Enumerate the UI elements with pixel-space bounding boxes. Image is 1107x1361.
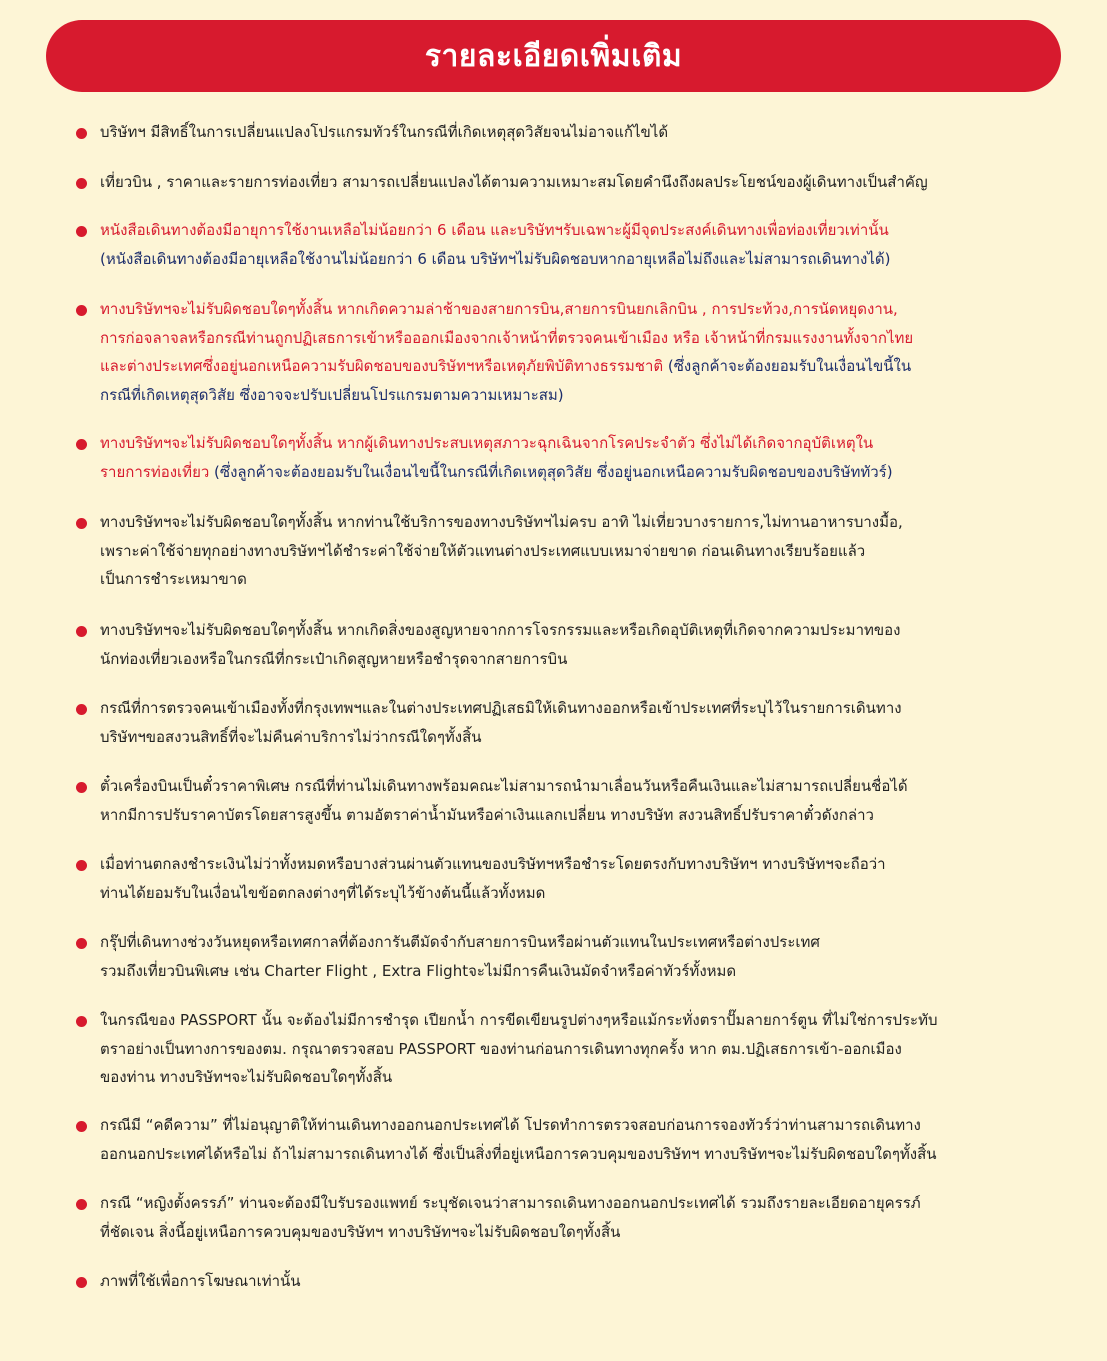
bullet-dot-icon: [76, 226, 87, 237]
text-segment: หนังสือเดินทางต้องมีอายุการใช้งานเหลือไม่น้อยกว่า 6 เดือน และบริษัทฯรับเฉพาะผู้มีจุดประสงค์เดินทางเพื่อท่องเที่ยวเท่านั้น: [100, 221, 889, 239]
text-line: [100, 565, 1100, 594]
bullet-dot-icon: [76, 178, 87, 189]
text-line: [100, 216, 1100, 245]
list-item-text: [100, 928, 1100, 985]
text-segment: (ซึ่งลูกค้าจะต้องยอมรับในเงื่อนไขนี้ใน: [667, 357, 912, 375]
text-segment: ทางบริษัทฯจะไม่รับผิดชอบใดๆทั้งสิ้น หากผู้เดินทางประสบเหตุสภาวะฉุกเฉินจากโรคประจำตัว ซึ่งไม่ได้เกิดจากอุบัติเหตุใน: [100, 434, 874, 452]
text-segment: หากมีการปรับราคาบัตรโดยสารสูงขึ้น ตามอัตราค่าน้ำมันหรือค่าเงินแลกเปลี่ยน ทางบริษัท สงวนสิทธิ์ปรับราคาตั๋วดังกล่าว: [100, 805, 874, 824]
text-segment: ตราอย่างเป็นทางการของตม. กรุณาตรวจสอบ PASSPORT ของท่านก่อนการเดินทางทุกครั้ง หาก ตม.ปฏิเสธการเข้า-ออกเมือง: [100, 1039, 902, 1058]
text-line: [100, 429, 1100, 458]
header-banner: [46, 20, 1061, 92]
text-segment: ตั๋วเครื่องบินเป็นตั๋วราคาพิเศษ กรณีที่ท่านไม่เดินทางพร้อมคณะไม่สามารถนำมาเลื่อนวันหรือคืนเงินและไม่สามารถเปลี่ยนชื่อได้: [100, 777, 908, 795]
text-line: [100, 1218, 1100, 1247]
list-item-text: [100, 1267, 1100, 1296]
bullet-dot-icon: [76, 518, 87, 529]
text-line: [100, 1035, 1100, 1064]
text-line: [100, 1267, 1100, 1296]
text-line: [100, 537, 1100, 566]
text-segment: กรุ๊ปที่เดินทางช่วงวันหยุดหรือเทศกาลที่ต้องการันตีมัดจำกับสายการบินหรือผ่านตัวแทนในประเทศหรือต่างประเทศ: [100, 933, 820, 951]
text-segment: กรณีมี “คดีความ” ที่ไม่อนุญาติให้ท่านเดินทางออกนอกประเทศได้ โปรดทำการตรวจสอบก่อนการจองทัวร์ว่าท่านสามารถเดินทาง: [100, 1116, 921, 1134]
text-line: [100, 508, 1100, 537]
text-line: [100, 645, 1100, 674]
bullet-dot-icon: [76, 1016, 87, 1027]
text-segment: ออกนอกประเทศได้หรือไม่ ถ้าไม่สามารถเดินทางได้ ซึ่งเป็นสิ่งที่อยู่เหนือการควบคุมของบริษัทฯ ทางบริษัทฯจะไม่รับผิดชอบใดๆทั้งสิ้น: [100, 1144, 937, 1163]
text-segment: ทางบริษัทฯจะไม่รับผิดชอบใดๆทั้งสิ้น หากเกิดสิ่งของสูญหายจากการโจรกรรมและหรือเกิดอุบัติเหตุที่เกิดจากความประมาทของ: [100, 621, 901, 639]
text-line: [100, 957, 1100, 986]
page-title: รายละเอียดเพิ่มเติม: [424, 38, 683, 74]
text-line: [100, 245, 1100, 274]
list-item-text: [100, 850, 1100, 907]
text-segment: ทางบริษัทฯจะไม่รับผิดชอบใดๆทั้งสิ้น หากเกิดความล่าช้าของสายการบิน,สายการบินยกเลิกบิน , การประท้วง,การนัดหยุดงาน,: [100, 300, 898, 318]
text-segment: รายการท่องเที่ยว: [100, 462, 215, 481]
text-segment: ของท่าน ทางบริษัทฯจะไม่รับผิดชอบใดๆทั้งสิ้น: [100, 1068, 393, 1086]
text-line: [100, 352, 1100, 381]
text-segment: กรณี “หญิงตั้งครรภ์” ท่านจะต้องมีใบรับรองแพทย์ ระบุชัดเจนว่าสามารถเดินทางออกนอกประเทศได้ รวมถึงรายละเอียดอายุครรภ์: [100, 1194, 921, 1212]
bullet-dot-icon: [76, 305, 87, 316]
text-segment: นักท่องเที่ยวเองหรือในกรณีที่กระเป๋าเกิดสูญหายหรือชำรุดจากสายการบิน: [100, 649, 568, 668]
list-item-text: [100, 616, 1100, 673]
text-line: [100, 694, 1100, 723]
text-segment: เที่ยวบิน , ราคาและรายการท่องเที่ยว สามารถเปลี่ยนแปลงได้ตามความเหมาะสมโดยคำนึงถึงผลประโยชน์ของผู้เดินทางเป็นสำคัญ: [100, 173, 928, 191]
text-line: [100, 324, 1100, 353]
list-item-text: [100, 216, 1100, 273]
text-segment: บริษัทฯขอสงวนสิทธิ์ที่จะไม่คืนค่าบริการไม่ว่ากรณีใดๆทั้งสิ้น: [100, 727, 482, 746]
text-line: [100, 118, 1100, 147]
bullet-dot-icon: [76, 782, 87, 793]
text-line: [100, 1006, 1100, 1035]
text-segment: (หนังสือเดินทางต้องมีอายุเหลือใช้งานไม่น้อยกว่า 6 เดือน บริษัทฯไม่รับผิดชอบหากอายุเหลือไม่ถึงและไม่สามารถเดินทางได้): [100, 249, 891, 268]
text-segment: ที่ชัดเจน สิ่งนี้อยู่เหนือการควบคุมของบริษัทฯ ทางบริษัทฯจะไม่รับผิดชอบใดๆทั้งสิ้น: [100, 1222, 621, 1241]
text-line: [100, 458, 1100, 487]
bullet-dot-icon: [76, 938, 87, 949]
text-line: [100, 850, 1100, 879]
text-segment: ท่านได้ยอมรับในเงื่อนไขข้อตกลงต่างๆที่ได้ระบุไว้ข้างต้นนี้แล้วทั้งหมด: [100, 883, 546, 902]
text-segment: (ซึ่งลูกค้าจะต้องยอมรับในเงื่อนไขนี้ในกรณีที่เกิดเหตุสุดวิสัย ซึ่งอยู่นอกเหนือความรับผิดชอบของบริษัททัวร์): [214, 462, 893, 481]
list-item-text: [100, 1189, 1100, 1246]
text-segment: กรณีที่การตรวจคนเข้าเมืองทั้งที่กรุงเทพฯและในต่างประเทศปฏิเสธมิให้เดินทางออกหรือเข้าประเทศที่ระบุไว้ในรายการเดินทาง: [100, 699, 902, 717]
list-item-text: [100, 1111, 1100, 1168]
bullet-dot-icon: [76, 626, 87, 637]
list-item-text: [100, 772, 1100, 829]
list-item-text: [100, 694, 1100, 751]
text-segment: ทางบริษัทฯจะไม่รับผิดชอบใดๆทั้งสิ้น หากท่านใช้บริการของทางบริษัทฯไม่ครบ อาทิ ไม่เที่ยวบางรายการ,ไม่ทานอาหารบางมื้อ,: [100, 513, 903, 531]
text-segment: การก่อจลาจลหรือกรณีท่านถูกปฏิเสธการเข้าหรือออกเมืองจากเจ้าหน้าที่ตรวจคนเข้าเมือง หรือ เจ้าหน้าที่กรมแรงงานทั้งจากไทย: [100, 328, 914, 347]
text-line: [100, 295, 1100, 324]
text-line: [100, 168, 1100, 197]
bullet-dot-icon: [76, 1199, 87, 1210]
bullet-dot-icon: [76, 860, 87, 871]
text-line: [100, 616, 1100, 645]
bullet-dot-icon: [76, 704, 87, 715]
text-segment: เป็นการชำระเหมาขาด: [100, 570, 247, 588]
bullet-dot-icon: [76, 128, 87, 139]
text-segment: ภาพที่ใช้เพื่อการโฆษณาเท่านั้น: [100, 1272, 301, 1290]
text-segment: รวมถึงเที่ยวบินพิเศษ เช่น Charter Flight , Extra Flightจะไม่มีการคืนเงินมัดจำหรือค่าทัวร์ทั้งหมด: [100, 961, 737, 980]
text-segment: เมื่อท่านตกลงชำระเงินไม่ว่าทั้งหมดหรือบางส่วนผ่านตัวแทนของบริษัทฯหรือชำระโดยตรงกับทางบริษัทฯ ทางบริษัทฯจะถือว่า: [100, 855, 886, 873]
list-item-text: [100, 168, 1100, 197]
list-item-text: [100, 429, 1100, 486]
text-line: [100, 1063, 1100, 1092]
text-line: [100, 879, 1100, 908]
text-line: [100, 723, 1100, 752]
text-segment: และต่างประเทศซึ่งอยู่นอกเหนือความรับผิดชอบของบริษัทฯหรือเหตุภัยพิบัติทางธรรมชาติ: [100, 357, 668, 375]
text-line: [100, 1189, 1100, 1218]
text-segment: บริษัทฯ มีสิทธิ์ในการเปลี่ยนแปลงโปรแกรมทัวร์ในกรณีที่เกิดเหตุสุดวิสัยจนไม่อาจแก้ไขได้: [100, 123, 669, 141]
text-line: [100, 1140, 1100, 1169]
list-item-text: [100, 508, 1100, 594]
text-segment: ในกรณีของ PASSPORT นั้น จะต้องไม่มีการชำรุด เปียกน้ำ การขีดเขียนรูปต่างๆหรือแม้กระทั่งตราปั๊มลายการ์ตูน ที่ไม่ใช่การประทับ: [100, 1011, 938, 1029]
text-segment: กรณีที่เกิดเหตุสุดวิสัย ซึ่งอาจจะปรับเปลี่ยนโปรแกรมตามความเหมาะสม): [100, 385, 564, 404]
list-item-text: [100, 1006, 1100, 1092]
text-line: [100, 772, 1100, 801]
bullet-dot-icon: [76, 1121, 87, 1132]
text-line: [100, 1111, 1100, 1140]
bullet-dot-icon: [76, 1277, 87, 1288]
bullet-dot-icon: [76, 439, 87, 450]
text-line: [100, 381, 1100, 410]
text-line: [100, 928, 1100, 957]
text-line: [100, 801, 1100, 830]
list-item-text: [100, 118, 1100, 147]
list-item-text: [100, 295, 1100, 409]
text-segment: เพราะค่าใช้จ่ายทุกอย่างทางบริษัทฯได้ชำระค่าใช้จ่ายให้ตัวแทนต่างประเทศแบบเหมาจ่ายขาด ก่อนเดินทางเรียบร้อยแล้ว: [100, 541, 866, 560]
